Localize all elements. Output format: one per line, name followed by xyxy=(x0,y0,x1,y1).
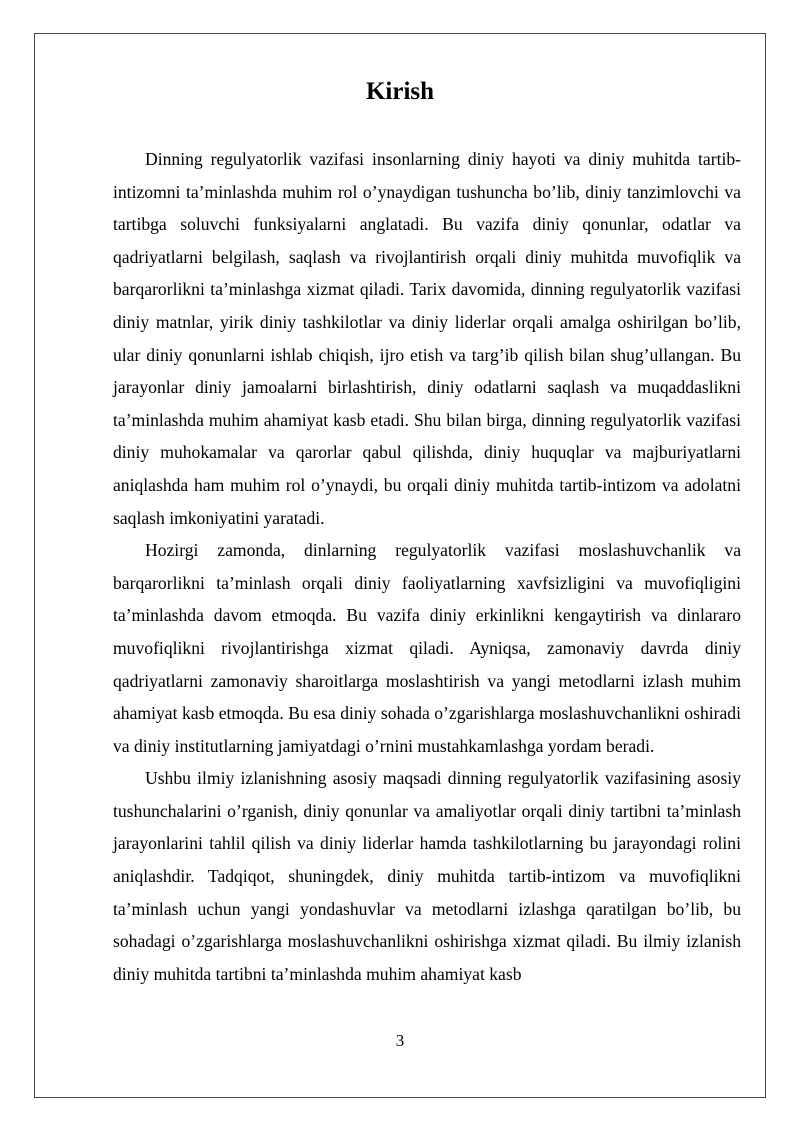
paragraph-3: Ushbu ilmiy izlanishning asosiy maqsadi dinning regulyatorlik vazifasining asosiy tushunchalarini o’rganish, diniy qonunlar va amaliyotlar orqali diniy tartibni ta’minlash jarayonlarini tahlil qilish va diniy liderlar hamda tashkilotlarning bu jarayondagi rolini aniqlashdir. Tadqiqot, shuningdek, diniy muhitda tartib-intizom va muvofiqlikni ta’minlash uchun yangi yondashuvlar va metodlarni izlashga qaratilgan bo’lib, bu sohadagi o’zgarishlarga moslashuvchanlikni oshirishga xizmat qiladi. Bu ilmiy izlanish diniy muhitda tartibni ta’minlashda muhim ahamiyat kasb xyxy=(113,768,741,984)
paragraph-1: Dinning regulyatorlik vazifasi insonlarning diniy hayoti va diniy muhitda tartib-intizomni ta’minlashda muhim rol o’ynaydigan tushuncha bo’lib, diniy tanzimlovchi va tartibga soluvchi funksiyalarni anglatadi. Bu vazifa diniy qonunlar, odatlar va qadriyatlarni belgilash, saqlash va rivojlantirish orqali diniy muhitda muvofiqlik va barqarorlikni ta’minlashga xizmat qiladi. Tarix davomida, dinning regulyatorlik vazifasi diniy matnlar, yirik diniy tashkilotlar va diniy liderlar orqali amalga oshirilgan bo’lib, ular diniy qonunlarni ishlab chiqish, ijro etish va targ’ib qilish bilan shug’ullangan. Bu jarayonlar diniy jamoalarni birlashtirish, diniy odatlarni saqlash va muqaddaslikni ta’minlashda muhim ahamiyat kasb etadi. Shu bilan birga, dinning regulyatorlik vazifasi diniy muhokamalar va qarorlar qabul qilishda, diniy huquqlar va majburiyatlarni aniqlashda ham muhim rol o’ynaydi, bu orqali diniy muhitda tartib-intizom va adolatni saqlash imkoniyatini yaratadi. xyxy=(113,149,741,528)
page-title: Kirish xyxy=(365,78,435,105)
paragraph-2: Hozirgi zamonda, dinlarning regulyatorlik vazifasi moslashuvchanlik va barqarorlikni ta’minlash orqali diniy faoliyatlarning xavfsizligini va muvofiqligini ta’minlashda davom etmoqda. Bu vazifa diniy erkinlikni kengaytirish va dinlararo muvofiqlikni rivojlantirishga xizmat qiladi. Ayniqsa, zamonaviy davrda diniy qadriyatlarni zamonaviy sharoitlarga moslashtirish va yangi metodlarni izlash muhim ahamiyat kasb etmoqda. Bu esa diniy sohada o’zgarishlarga moslashuvchanlikni oshiradi va diniy institutlarning jamiyatdagi o’rnini mustahkamlashga yordam beradi. xyxy=(113,540,741,756)
document-body xyxy=(113,143,741,990)
page-number: 3 xyxy=(395,1031,405,1050)
